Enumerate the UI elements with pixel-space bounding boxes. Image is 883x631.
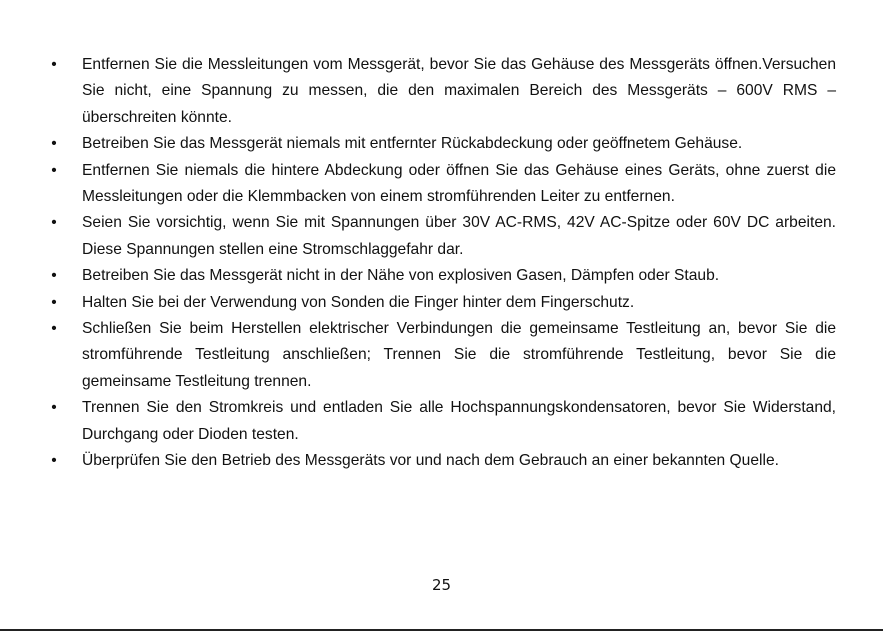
page-number: 25 — [431, 576, 452, 594]
bullet-list — [48, 52, 836, 475]
list-item-text: Überprüfen Sie den Betrieb des Messgeräts vor und nach dem Gebrauch an einer bekannten Quelle. — [82, 452, 779, 470]
list-item — [48, 158, 836, 211]
list-item-text: Trennen Sie den Stromkreis und entladen Sie alle Hochspannungskondensatoren, bevor Sie Widerstand, Durchgang oder Dioden testen. — [82, 399, 836, 443]
list-item-text: Entfernen Sie niemals die hintere Abdeckung oder öffnen Sie das Gehäuse eines Geräts, ohne zuerst die Messleitungen oder die Klemmbacken von einem stromführenden Leiter zu entfernen. — [82, 161, 836, 206]
bullet-dot-icon: • — [51, 320, 57, 338]
list-item-text: Betreiben Sie das Messgerät niemals mit entfernter Rückabdeckung oder geöffnetem Gehäuse. — [82, 135, 743, 153]
bullet-dot-icon: • — [51, 214, 57, 232]
list-item-text: Schließen Sie beim Herstellen elektrischer Verbindungen die gemeinsame Testleitung an, bevor Sie die stromführende Testleitung anschließen; Trennen Sie die stromführende Testleitung, bevor Sie die gemeinsame Testleitung trennen. — [82, 320, 836, 390]
footer-divider — [0, 629, 883, 631]
list-item — [48, 52, 836, 131]
bullet-dot-icon: • — [51, 399, 57, 417]
list-item — [48, 263, 836, 289]
list-item — [48, 290, 836, 316]
list-item-text: Entfernen Sie die Messleitungen vom Messgerät, bevor Sie das Gehäuse des Messgeräts öffnen.Versuchen Sie nicht, eine Spannung zu messen, die den maximalen Bereich des Messgeräts – 600V RMS – überschreiten könnte. — [82, 56, 836, 126]
bullet-dot-icon: • — [51, 267, 57, 285]
bullet-dot-icon: • — [51, 56, 57, 73]
list-item — [48, 316, 836, 395]
list-item-text: Betreiben Sie das Messgerät nicht in der Nähe von explosiven Gasen, Dämpfen oder Staub. — [82, 267, 720, 285]
bullet-dot-icon: • — [51, 161, 57, 179]
list-item — [48, 395, 836, 448]
bullet-dot-icon: • — [51, 452, 57, 470]
bullet-dot-icon: • — [51, 293, 57, 311]
list-item — [48, 448, 836, 474]
list-item-text: Halten Sie bei der Verwendung von Sonden die Finger hinter dem Fingerschutz. — [82, 293, 635, 311]
safety-instructions — [48, 52, 836, 475]
list-item — [48, 131, 836, 157]
list-item-text: Seien Sie vorsichtig, wenn Sie mit Spannungen über 30V AC-RMS, 42V AC-Spitze oder 60V DC arbeiten. Diese Spannungen stellen eine Stromschlaggefahr dar. — [82, 214, 836, 258]
bullet-dot-icon: • — [51, 135, 57, 153]
list-item — [48, 210, 836, 263]
